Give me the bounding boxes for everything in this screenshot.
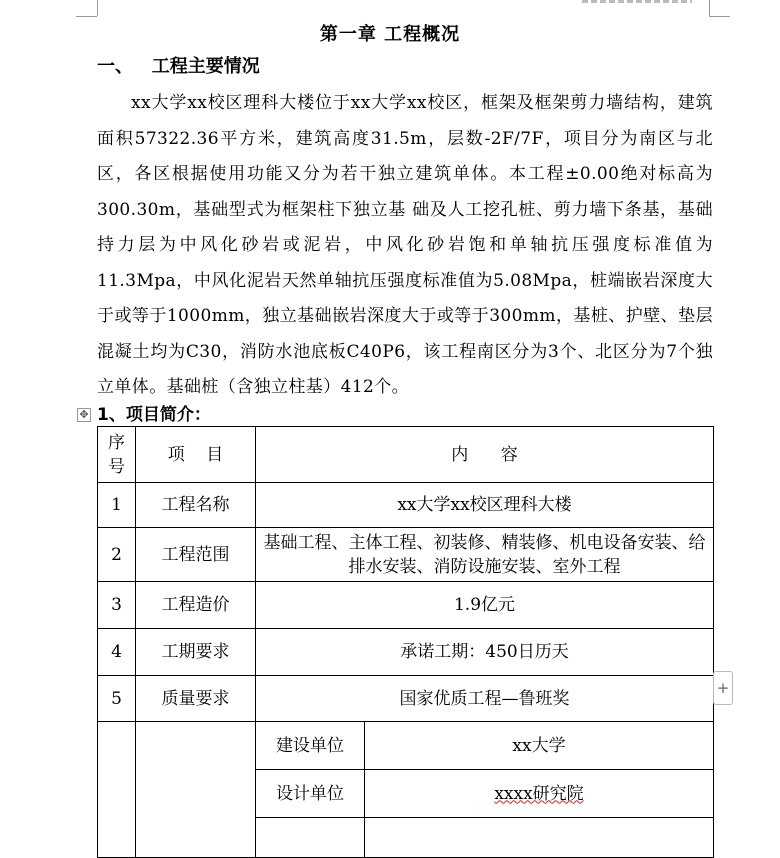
party-row [98,722,714,770]
row-seq: 1 [98,483,136,528]
header-item: 项 目 [136,427,256,483]
row-seq: 2 [98,528,136,582]
table-row [98,483,714,528]
chapter-title: 第一章 工程概况 [319,24,461,45]
party-name-cell [365,770,714,818]
table-row [98,582,714,629]
row-item: 工期要求 [136,629,256,676]
party-role: 设计单位 [256,770,365,818]
crop-mark-top-left-vertical [97,0,98,16]
crop-mark-top-right-horizontal [709,16,730,17]
row-content: xx大学xx校区理科大楼 [256,483,714,528]
add-column-icon[interactable]: + [713,671,733,705]
table-row [98,528,714,582]
project-info-table [97,426,714,858]
party-name-empty [365,818,714,858]
row-seq: 3 [98,582,136,629]
party-seq-cell [98,722,136,858]
header-seq: 序号 [98,427,136,483]
party-item-cell [136,722,256,858]
row-item: 工程范围 [136,528,256,582]
party-role-empty [256,818,365,858]
table-row [98,629,714,676]
row-seq: 5 [98,676,136,722]
row-content: 1.9亿元 [256,582,714,629]
row-item: 质量要求 [136,676,256,722]
header-content: 内 容 [256,427,714,483]
table-row [98,676,714,722]
crop-mark-top-left-horizontal [76,16,97,17]
row-content: 国家优质工程—鲁班奖 [256,676,714,722]
subsection-heading: 1、项目简介： [97,405,211,425]
party-role: 建设单位 [256,722,365,770]
row-content: 承诺工期：450日历天 [256,629,714,676]
party-name: xxxx研究院 [494,783,584,804]
row-item: 工程名称 [136,483,256,528]
table-move-handle-icon[interactable]: ✥ [77,408,91,422]
header-remnant [582,0,692,6]
crop-mark-top-right-vertical [709,0,710,16]
party-name: xx大学 [365,722,714,770]
row-content: 基础工程、主体工程、初装修、精装修、机电设备安装、给排水安装、消防设施安装、室外工程 [256,528,714,582]
section-heading: 一、 工程主要情况 [97,56,260,77]
intro-paragraph: xx大学xx校区理科大楼位于xx大学xx校区，框架及框架剪力墙结构，建筑面积57322.36平方米，建筑高度31.5m，层数-2F/7F，项目分为南区与北区，各区根据使用功能又分为若干独立建筑单体。本工程±0.00绝对标高为300.30m，基础型式为框架柱下独立基 础及人工挖孔桩、剪力墙下条基，基础持力层为中风化砂岩或泥岩，中风化砂岩饱和单轴抗压强度标准值为11.3Mpa，中风化泥岩天然单轴抗压强度标准值为5.08Mpa，桩端嵌岩深度大于或等于1000mm，独立基础嵌岩深度大于或等于300mm，基桩、护壁、垫层混凝土均为C30，消防水池底板C40P6，该工程南区分为3个、北区分为7个独立单体。基础桩（含独立柱基）412个。 [97,93,713,397]
row-item: 工程造价 [136,582,256,629]
row-seq: 4 [98,629,136,676]
table-header-row [98,427,714,483]
